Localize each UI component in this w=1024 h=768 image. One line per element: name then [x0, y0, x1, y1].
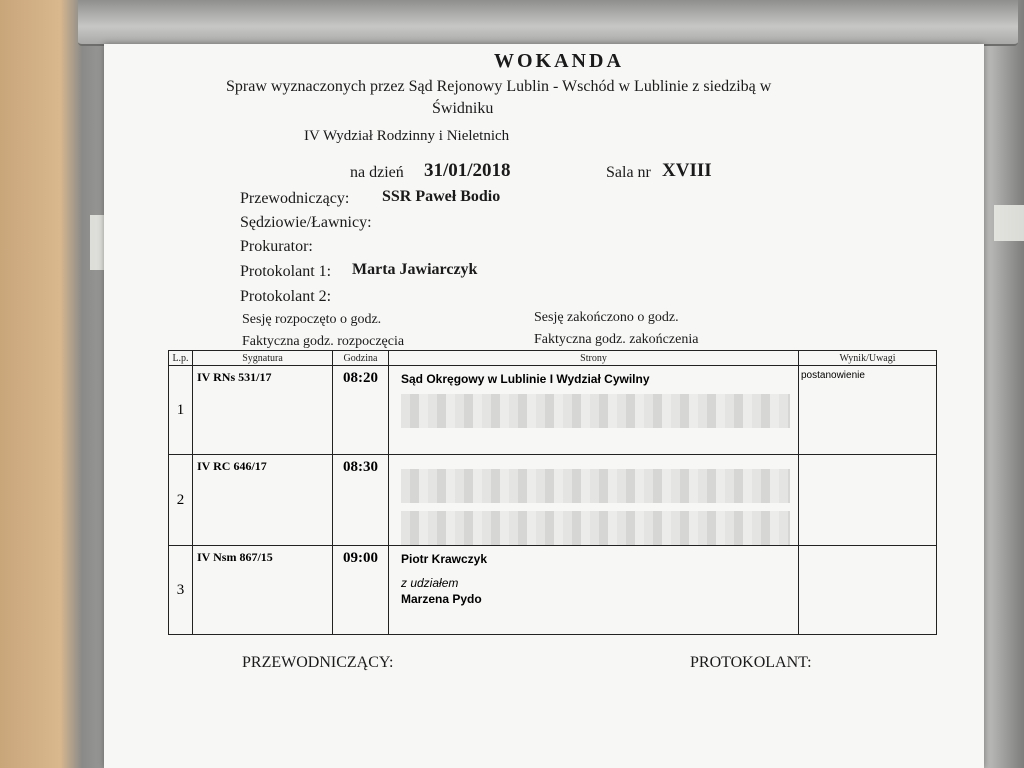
table-row: [169, 455, 937, 546]
chair-signature-label: PRZEWODNICZĄCY:: [242, 654, 394, 671]
redacted-block: [401, 394, 790, 428]
document-title: WOKANDA: [494, 50, 624, 72]
row-parties: [389, 455, 799, 546]
second-party-name: Marzena Pydo: [401, 592, 482, 606]
row-result: [799, 546, 937, 635]
clerk2-label: Protokolant 2:: [240, 288, 332, 305]
row-lp: 2: [169, 455, 193, 546]
row-hour: 08:30: [333, 455, 389, 546]
header-hour: Godzina: [333, 351, 389, 366]
clerk1-label: Protokolant 1:: [240, 263, 332, 280]
redacted-block: [401, 511, 790, 545]
room-number: XVIII: [662, 160, 712, 181]
party-name: Sąd Okręgowy w Lublinie I Wydział Cywilny: [401, 372, 650, 386]
row-hour: 09:00: [333, 546, 389, 635]
session-start-label: Sesję rozpoczęto o godz.: [242, 312, 382, 327]
row-parties: [389, 546, 799, 635]
row-lp: 3: [169, 546, 193, 635]
tape-right: [994, 205, 1024, 241]
row-signature: IV Nsm 867/15: [193, 546, 333, 635]
header-lp: L.p.: [169, 351, 193, 366]
court-name-line2: Świdniku: [432, 100, 494, 117]
table-row: [169, 546, 937, 635]
clerk1-name: Marta Jawiarczyk: [352, 261, 478, 278]
table-header-row: [169, 351, 937, 366]
actual-end-label: Faktyczna godz. zakończenia: [534, 332, 699, 347]
party-name: Piotr Krawczyk: [401, 552, 488, 566]
court-schedule-sheet: [104, 44, 984, 768]
date-label: na dzień: [350, 164, 404, 181]
row-signature: IV RNs 531/17: [193, 366, 333, 455]
actual-start-label: Faktyczna godz. rozpoczęcia: [242, 334, 405, 349]
department-name: IV Wydział Rodzinny i Nieletnich: [304, 128, 510, 144]
row-result: [799, 455, 937, 546]
clerk-signature-label: PROTOKOLANT:: [690, 654, 812, 671]
prosecutor-label: Prokurator:: [240, 238, 313, 255]
row-lp: 1: [169, 366, 193, 455]
table-row: [169, 366, 937, 455]
session-date: 31/01/2018: [424, 160, 511, 181]
row-signature: IV RC 646/17: [193, 455, 333, 546]
participation-note: z udziałem: [401, 576, 459, 590]
row-result: postanowienie: [799, 366, 937, 455]
judges-label: Sędziowie/Ławnicy:: [240, 214, 372, 231]
room-label: Sala nr: [606, 164, 651, 181]
row-hour: 08:20: [333, 366, 389, 455]
chair-name: SSR Paweł Bodio: [382, 188, 501, 205]
header-parties: Strony: [389, 351, 799, 366]
hearings-table: [168, 350, 937, 635]
session-end-label: Sesję zakończono o godz.: [534, 310, 679, 325]
header-result: Wynik/Uwagi: [799, 351, 937, 366]
row-parties: [389, 366, 799, 455]
court-name-line1: Spraw wyznaczonych przez Sąd Rejonowy Lublin - Wschód w Lublinie z siedzibą w: [226, 78, 772, 95]
chair-label: Przewodniczący:: [240, 190, 350, 207]
redacted-block: [401, 469, 790, 503]
clipboard-clip: [78, 0, 1018, 46]
header-signature: Sygnatura: [193, 351, 333, 366]
